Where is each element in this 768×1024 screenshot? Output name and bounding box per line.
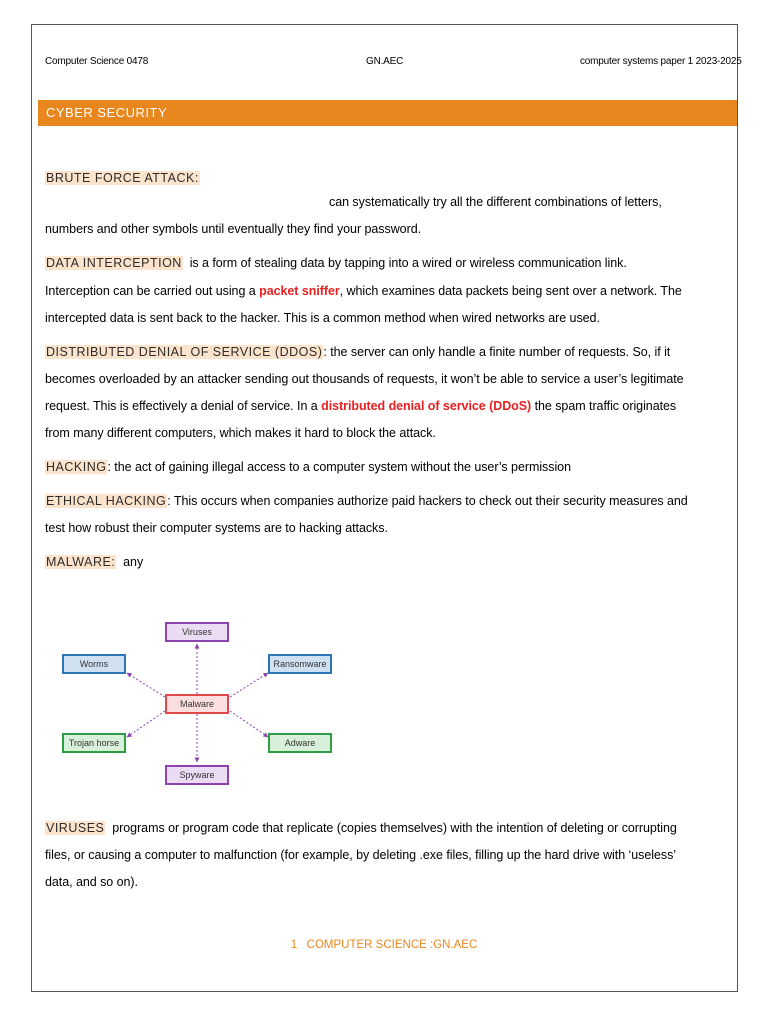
connector-trojan [127, 711, 165, 737]
node-worms: Worms [62, 654, 126, 674]
viruses-line2: files, or causing a computer to malfunction (for example, by deleting .exe files, filling up the hard drive with ‘useless’ [45, 848, 677, 862]
viruses-line1 [45, 821, 677, 835]
brute-force-line1: can systematically try all the different combinations of letters, [329, 195, 662, 209]
text: , which examines data packets being sent over a network. The [339, 284, 682, 298]
node-trojan-horse: Trojan horse [62, 733, 126, 753]
text: : the act of gaining illegal access to a computer system without the user’s permission [107, 460, 571, 474]
text: is a form of stealing data by tapping into a wired or wireless communication link. [189, 256, 627, 270]
text: : This occurs when companies authorize paid hackers to check out their security measures and [167, 494, 688, 508]
header-center: GN.AEC [366, 56, 404, 67]
connector-worms [127, 673, 165, 697]
text: any [123, 555, 144, 569]
ddos-line4: from many different computers, which makes it hard to block the attack. [45, 426, 436, 440]
page-footer: 1 COMPUTER SCIENCE :GN.AEC [290, 939, 478, 951]
node-malware: Malware [165, 694, 229, 714]
term-malware: MALWARE: [46, 555, 116, 569]
data-interception-line3: intercepted data is sent back to the hacker. This is a common method when wired networks are used. [45, 311, 600, 325]
node-ransomware: Ransomware [268, 654, 332, 674]
term-hacking: HACKING [46, 460, 107, 474]
text: the spam traffic originates [531, 399, 677, 413]
text: request. This is effectively a denial of service. In a [45, 399, 322, 413]
node-viruses: Viruses [165, 622, 229, 642]
banner-title: CYBER SECURITY [46, 105, 168, 120]
term-data-interception: DATA INTERCEPTION [46, 256, 182, 270]
node-adware: Adware [268, 733, 332, 753]
ethical-hacking-line2: test how robust their computer systems are to hacking attacks. [45, 521, 388, 535]
term-viruses: VIRUSES [46, 821, 105, 835]
term-ddos: DISTRIBUTED DENIAL OF SERVICE (DDOS) [46, 345, 323, 359]
node-spyware: Spyware [165, 765, 229, 785]
highlight-ddos: distributed denial of service (DDoS) [321, 399, 532, 413]
header-left: Computer Science 0478 [45, 56, 149, 67]
text: programs or program code that replicate (copies themselves) with the intention of deleting or corrupting [112, 821, 677, 835]
viruses-line3: data, and so on). [45, 875, 138, 889]
term-ethical-hacking: ETHICAL HACKING [46, 494, 167, 508]
highlight-packet-sniffer: packet sniffer [259, 284, 340, 298]
text: Interception can be carried out using a [45, 284, 260, 298]
term-brute-force: BRUTE FORCE ATTACK: [46, 171, 199, 185]
brute-force-line2: numbers and other symbols until eventually they find your password. [45, 222, 422, 236]
text: : the server can only handle a finite number of requests. So, if it [323, 345, 671, 359]
connector-ransomware [230, 673, 268, 697]
ddos-line2: becomes overloaded by an attacker sending out thousands of requests, it won’t be able to service a user’s legitimate [45, 372, 684, 386]
connector-adware [230, 711, 268, 737]
header-right: computer systems paper 1 2023-2025 [580, 56, 742, 67]
